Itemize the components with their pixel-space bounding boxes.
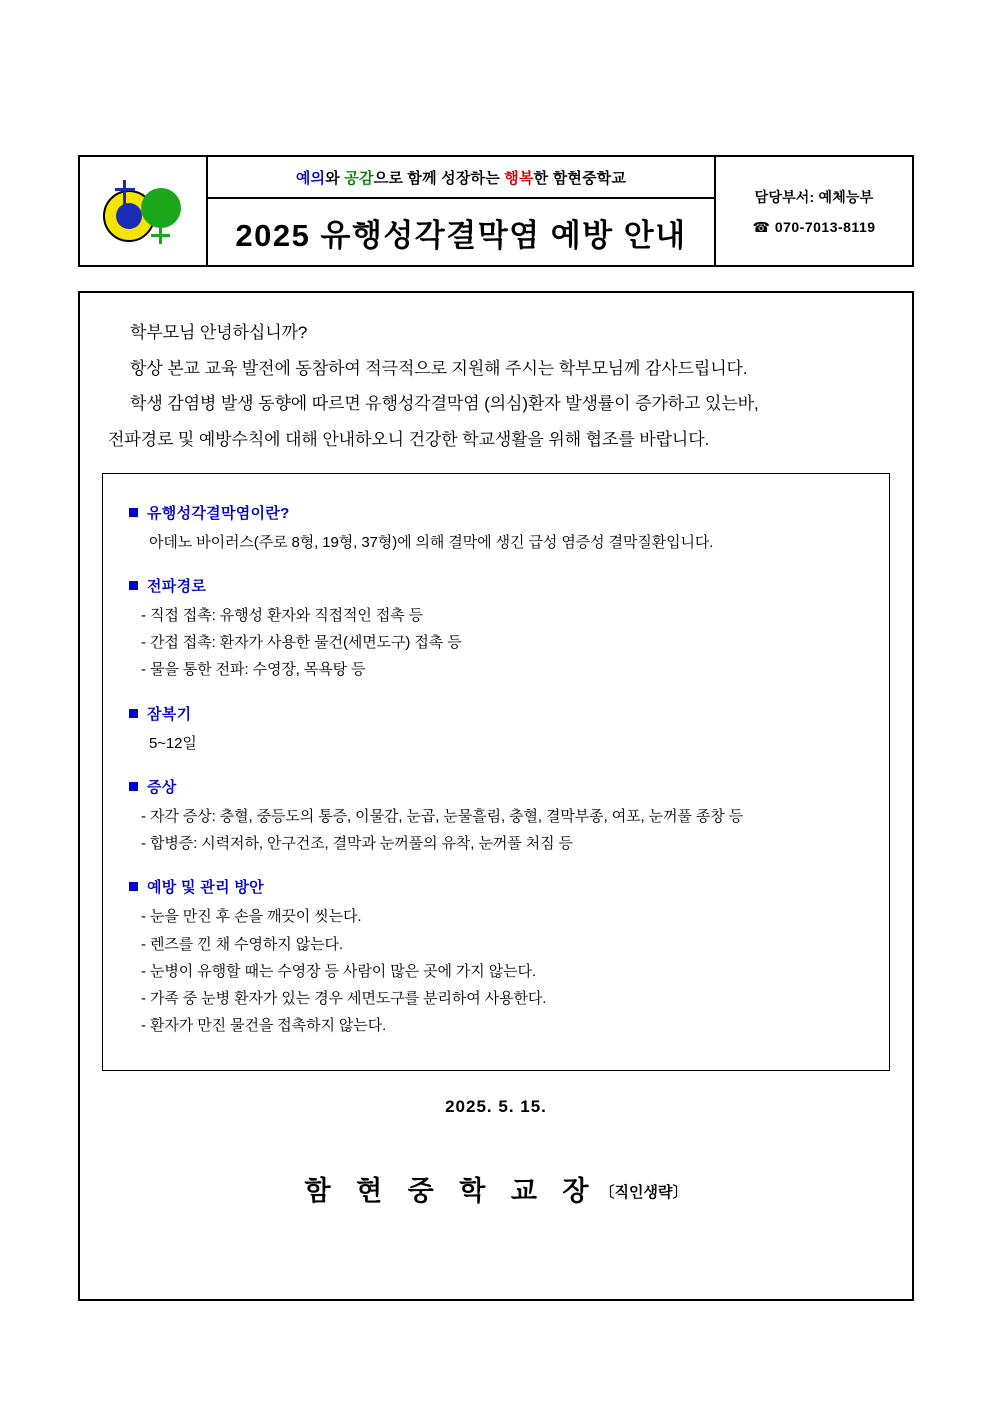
section-incubation <box>129 703 863 754</box>
section-heading-text: 유행성각결막염이란? <box>147 504 290 522</box>
page-title: 2025 유행성각결막염 예방 안내 <box>235 217 687 253</box>
document-header <box>78 155 914 267</box>
slogan-part-2: 와 <box>325 169 345 187</box>
header-center <box>208 157 714 265</box>
slogan-part-5: 행복 <box>504 169 534 187</box>
section-line: - 렌즈를 낀 채 수영하지 않는다. <box>141 935 343 953</box>
intro-block <box>102 321 890 453</box>
section-heading <box>129 776 863 797</box>
bullet-square-icon <box>129 581 138 590</box>
header-contact <box>714 157 912 265</box>
section-line: - 눈을 만진 후 손을 깨끗이 씻는다. <box>141 908 362 926</box>
intro-line-1: 학부모님 안녕하십니까? <box>130 323 308 342</box>
section-line: - 합병증: 시력저하, 안구건조, 결막과 눈꺼풀의 유착, 눈꺼풀 처짐 등 <box>141 835 573 853</box>
slogan-part-1: 예의 <box>295 169 326 187</box>
info-box <box>102 473 890 1071</box>
slogan-part-3: 공감 <box>344 169 374 187</box>
section-line: - 직접 접촉: 유행성 환자와 직접적인 접촉 등 <box>141 606 424 624</box>
section-line: - 물을 통한 전파: 수영장, 목욕탕 등 <box>141 661 366 679</box>
section-line: 5~12일 <box>149 734 197 752</box>
section-heading <box>129 703 863 724</box>
signature-line <box>102 1169 890 1208</box>
section-line: - 가족 중 눈병 환자가 있는 경우 세면도구를 분리하여 사용한다. <box>141 990 547 1008</box>
section-symptoms <box>129 776 863 855</box>
section-heading-text: 증상 <box>147 778 177 796</box>
bullet-square-icon <box>129 709 138 718</box>
section-transmission <box>129 575 863 681</box>
school-logo <box>80 157 208 265</box>
section-line: - 자각 증상: 충혈, 중등도의 통증, 이물감, 눈곱, 눈물흘림, 충혈, 결막부종, 여포, 눈꺼풀 종창 등 <box>141 807 744 825</box>
bullet-square-icon <box>129 882 138 891</box>
section-heading <box>129 575 863 596</box>
section-heading <box>129 502 863 523</box>
section-definition <box>129 502 863 553</box>
section-heading-text: 잠복기 <box>147 705 192 723</box>
department-label: 담당부서: 예체능부 <box>754 188 874 205</box>
intro-line-2: 항상 본교 교육 발전에 동참하여 적극적으로 지원해 주시는 학부모님께 감사드립니다. <box>130 358 748 378</box>
document-body <box>78 291 914 1301</box>
document-page <box>78 155 914 1301</box>
section-line: - 눈병이 유행할 때는 수영장 등 사람이 많은 곳에 가지 않는다. <box>141 962 537 980</box>
slogan-part-4: 으로 함께 성장하는 <box>373 169 505 187</box>
section-heading <box>129 876 863 897</box>
slogan-part-6: 한 함현중학교 <box>533 169 627 187</box>
bullet-square-icon <box>129 782 138 791</box>
seal-note: 〔직인생략〕 <box>599 1183 688 1201</box>
bullet-square-icon <box>129 508 138 517</box>
section-line: - 간접 접촉: 환자가 사용한 물건(세면도구) 접촉 등 <box>141 634 462 652</box>
section-heading-text: 예방 및 관리 방안 <box>147 879 264 897</box>
intro-line-3: 학생 감염병 발생 동향에 따르면 유행성각결막염 (의심)환자 발생률이 증가하고 있는바, <box>130 394 759 414</box>
phone-number: ☎ 070-7013-8119 <box>752 218 876 235</box>
section-line: - 환자가 만진 물건을 접촉하지 않는다. <box>141 1017 387 1035</box>
section-line: 아데노 바이러스(주로 8형, 19형, 37형)에 의해 결막에 생긴 급성 염증성 결막질환입니다. <box>149 533 714 551</box>
section-prevention <box>129 876 863 1036</box>
issue-date: 2025. 5. 15. <box>445 1096 547 1116</box>
section-heading-text: 전파경로 <box>147 577 207 595</box>
school-slogan <box>208 157 714 199</box>
signer-name: 함 현 중 학 교 장 <box>304 1175 598 1206</box>
intro-line-4: 전파경로 및 예방수칙에 대해 안내하오니 건강한 학교생활을 위해 협조를 바랍니다. <box>108 429 710 449</box>
school-logo-icon <box>97 172 189 250</box>
